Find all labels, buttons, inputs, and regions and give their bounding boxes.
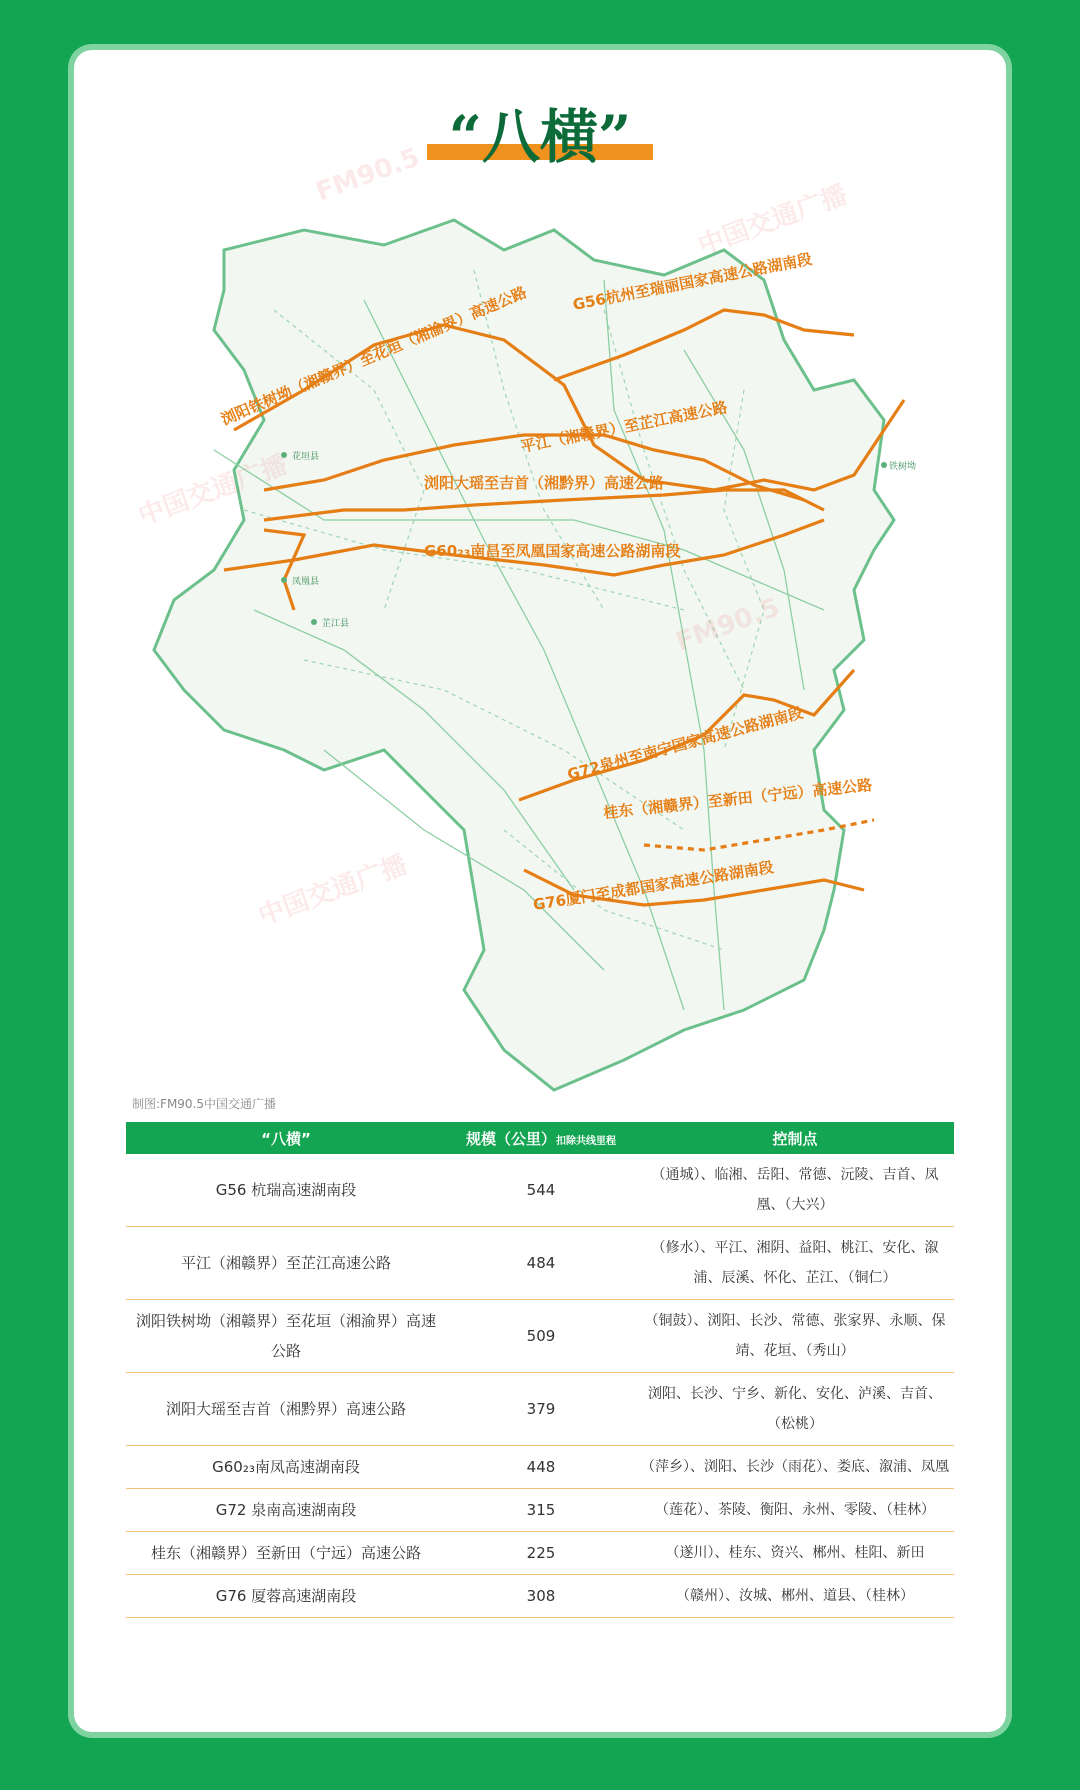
row-km: 308 <box>526 1587 556 1605</box>
row-points: （萍乡）、浏阳、长沙（雨花）、娄底、溆浦、凤凰 <box>641 1459 949 1475</box>
label-g72: G72泉州至南宁国家高速公路湖南段 <box>565 703 805 784</box>
row-points: 浏阳、长沙、宁乡、新化、安化、泸溪、吉首、（松桃） <box>648 1386 942 1432</box>
label-guidong-xintian: 桂东（湘赣界）至新田（宁远）高速公路 <box>602 775 873 822</box>
table-row <box>126 1154 954 1227</box>
row-name: 桂东（湘赣界）至新田（宁远）高速公路 <box>150 1544 421 1562</box>
place-marker <box>881 462 887 468</box>
label-g56: G56杭州至瑞丽国家高速公路湖南段 <box>571 249 814 314</box>
table-row <box>126 1227 954 1300</box>
place-marker <box>311 619 317 625</box>
row-km: 509 <box>526 1327 556 1345</box>
row-km: 544 <box>526 1181 556 1199</box>
label-liuyang-dayao-jishou: 浏阳大瑶至吉首（湘黔界）高速公路 <box>424 474 665 492</box>
row-points: （莲花）、茶陵、衡阳、永州、零陵、（桂林） <box>655 1502 935 1518</box>
place-zhijiang: 芷江县 <box>322 619 350 629</box>
place-tieshuao: 铁树坳 <box>889 462 917 472</box>
place-fenghuang: 凤凰县 <box>292 577 320 587</box>
hunan-highway-map <box>124 190 984 1130</box>
row-points: （修水）、平江、湘阴、益阳、桃江、安化、溆浦、辰溪、怀化、芷江、（铜仁） <box>651 1240 939 1286</box>
row-points: （通城）、临湘、岳阳、常德、沅陵、吉首、凤凰、（大兴） <box>651 1167 939 1213</box>
place-marker <box>281 452 287 458</box>
row-km: 484 <box>526 1254 556 1272</box>
row-km: 379 <box>526 1400 556 1418</box>
watermark: FM90.5 <box>312 142 424 208</box>
row-name: G56 杭瑞高速湖南段 <box>215 1181 357 1199</box>
row-name: G76 厦蓉高速湖南段 <box>215 1587 357 1605</box>
row-km: 225 <box>526 1544 556 1562</box>
row-km: 315 <box>526 1501 556 1519</box>
row-name: G60₂₃南凤高速湖南段 <box>212 1458 360 1476</box>
place-huayuan: 花垣县 <box>292 452 320 462</box>
row-name: G72 泉南高速湖南段 <box>215 1501 357 1519</box>
routes-table <box>126 1122 954 1618</box>
place-marker <box>281 577 287 583</box>
table-row <box>126 1373 954 1446</box>
province-outline <box>154 220 894 1090</box>
map-credit: 制图:FM90.5中国交通广播 <box>132 1097 277 1111</box>
row-points: （赣州）、汝城、郴州、道县、（桂林） <box>676 1588 914 1604</box>
table-row <box>126 1489 954 1532</box>
label-g6023: G60₂₃南昌至凤凰国家高速公路湖南段 <box>424 542 681 560</box>
header-points: 控制点 <box>772 1129 818 1148</box>
watermark: 中国交通广播 <box>694 180 852 262</box>
table-row <box>126 1300 954 1373</box>
watermark: 中国交通广播 <box>254 850 412 932</box>
header-scale <box>446 1128 636 1149</box>
table-row <box>126 1446 954 1489</box>
label-g76: G76厦门至成都国家高速公路湖南段 <box>531 858 775 914</box>
table-row <box>126 1532 954 1575</box>
label-pingjiang-zhijiang: 平江（湘赣界）至芷江高速公路 <box>519 398 729 456</box>
page-title: “八横” <box>448 103 632 171</box>
header-scale-note: 扣除共线里程 <box>556 1135 616 1147</box>
poster-card <box>74 50 1006 1732</box>
watermark: 中国交通广播 <box>134 450 292 532</box>
row-km: 448 <box>526 1458 556 1476</box>
table-header <box>126 1122 954 1154</box>
row-name: 浏阳大瑶至吉首（湘黔界）高速公路 <box>165 1400 406 1418</box>
row-points: （铜鼓）、浏阳、长沙、常德、张家界、永顺、保靖、花垣、（秀山） <box>644 1313 946 1359</box>
table-row <box>126 1575 954 1618</box>
row-points: （遂川）、桂东、资兴、郴州、桂阳、新田 <box>665 1545 925 1561</box>
title-area <box>74 90 1006 170</box>
header-name: “八横” <box>261 1129 311 1148</box>
header-scale-label: 规模（公里） <box>465 1129 556 1148</box>
label-liuyang-huayuan: 浏阳铁树坳（湘赣界）至花垣（湘渝界）高速公路 <box>218 283 530 429</box>
row-name: 浏阳铁树坳（湘赣界）至花垣（湘渝界）高速公路 <box>135 1312 436 1360</box>
row-name: 平江（湘赣界）至芷江高速公路 <box>180 1254 391 1272</box>
